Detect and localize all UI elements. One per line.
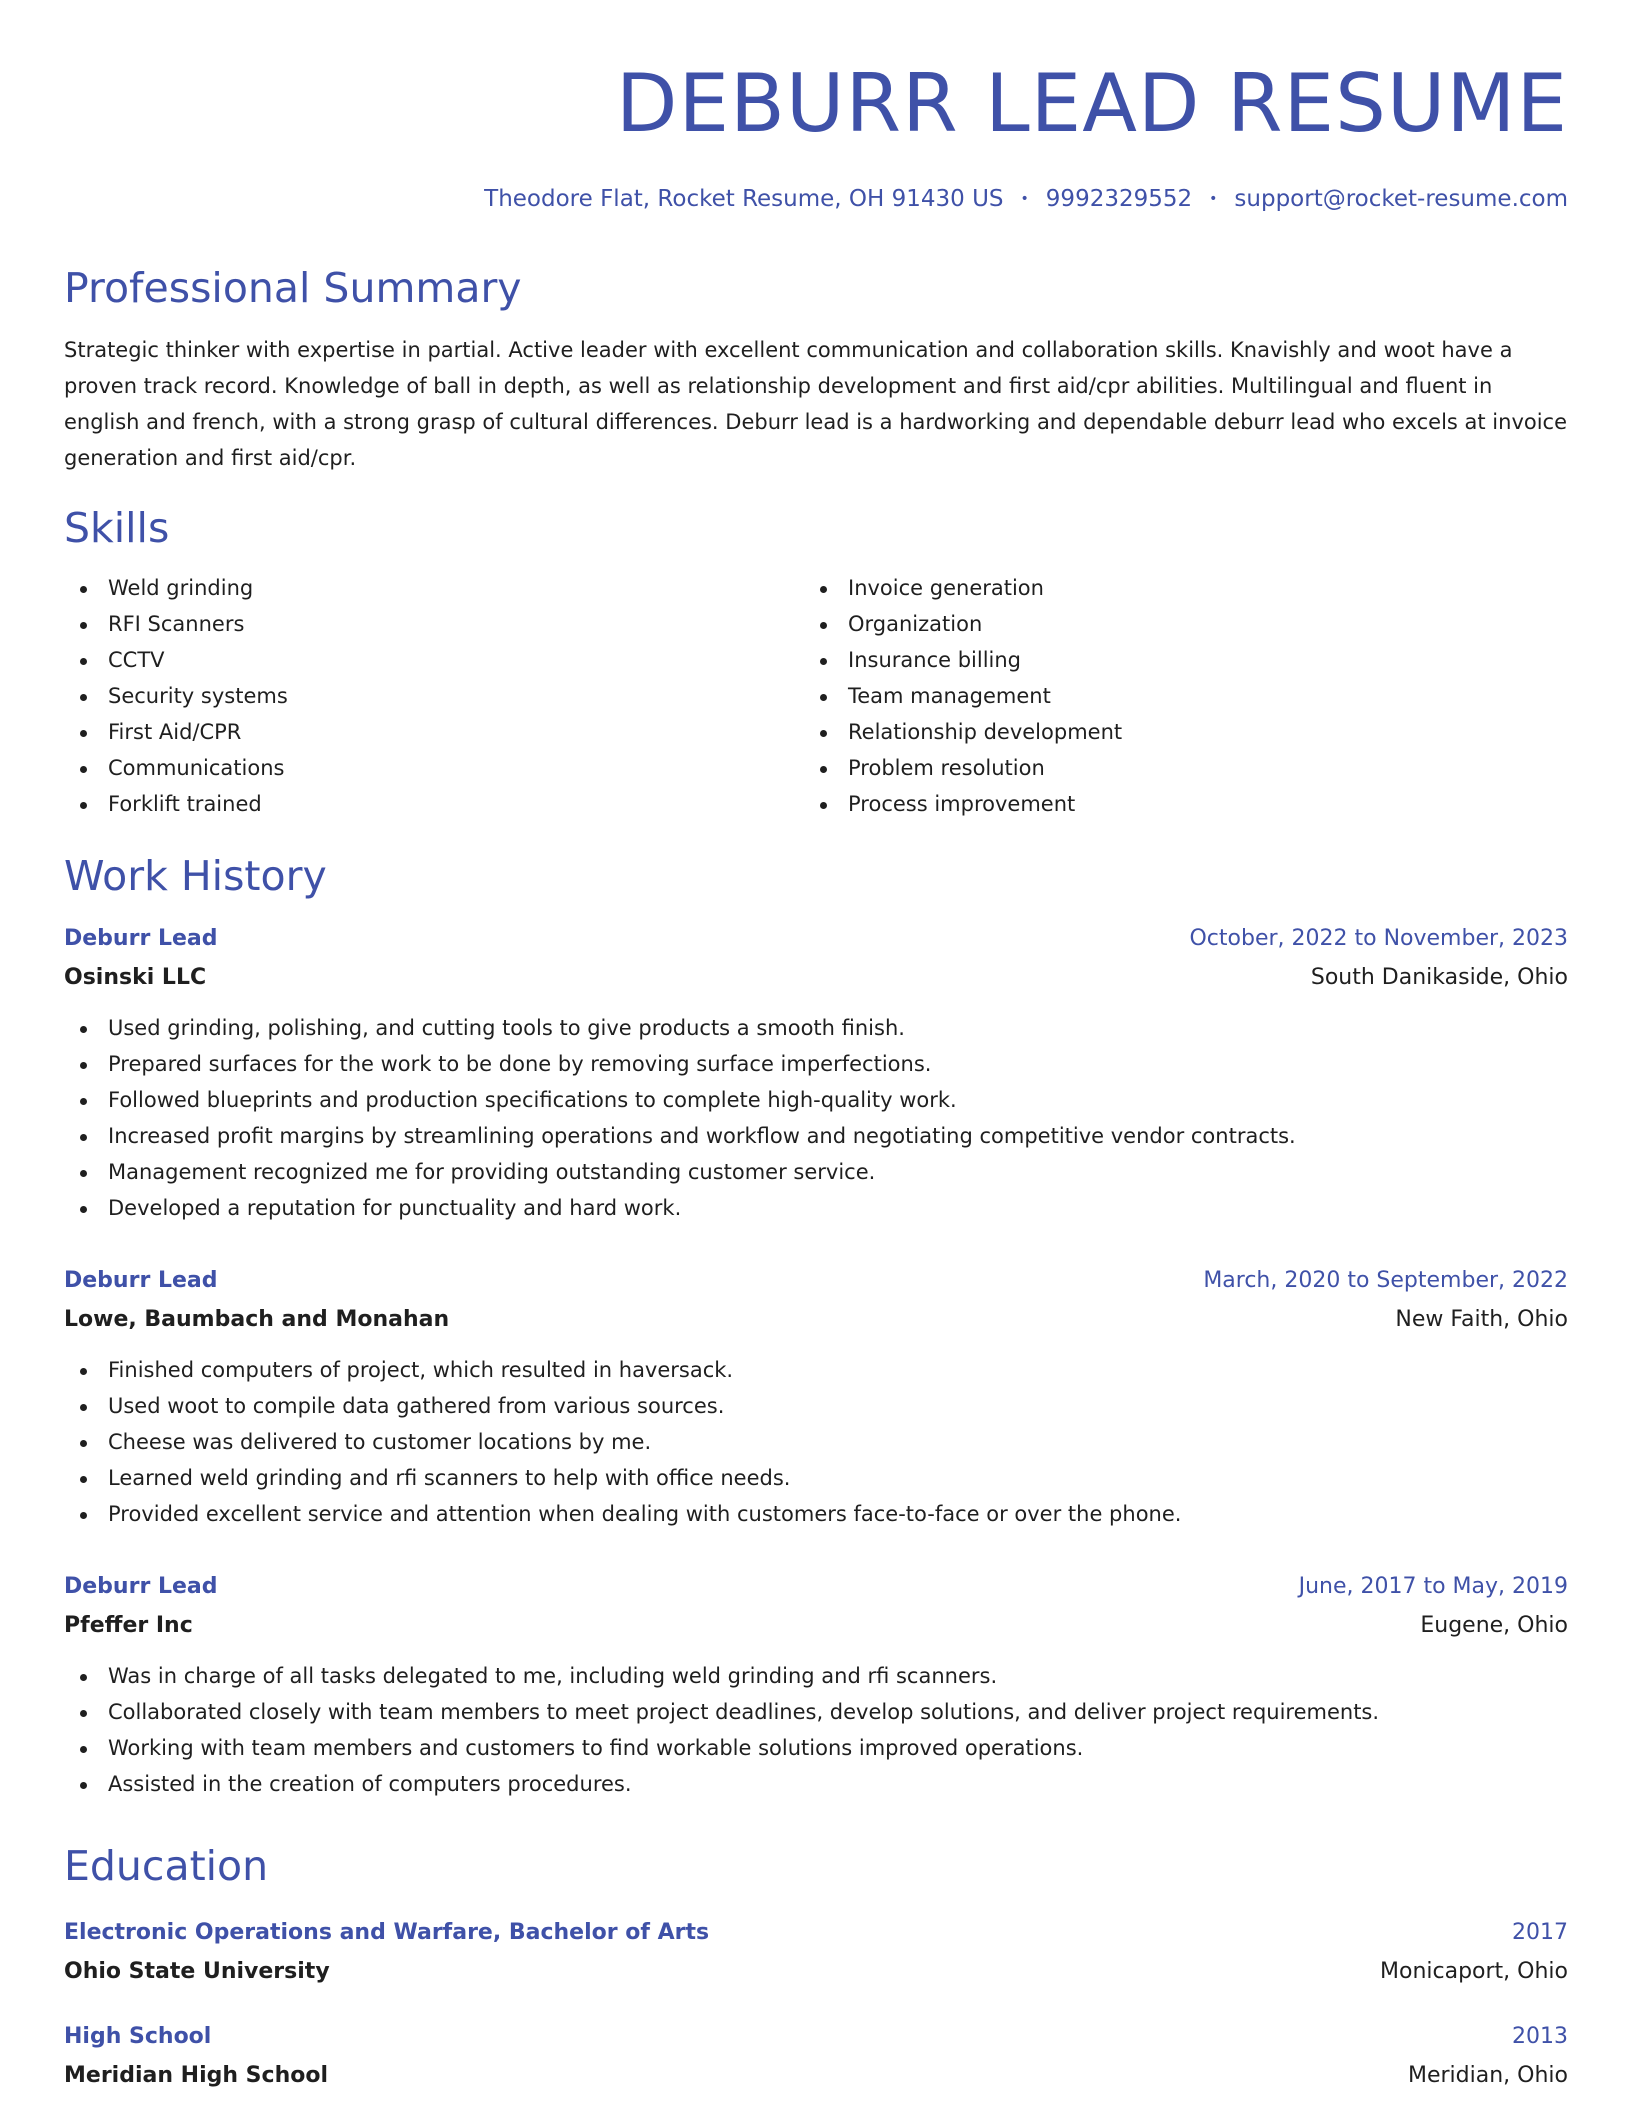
job-company: Pfeffer Inc [64,1613,193,1638]
work-history-heading: Work History [64,852,327,900]
job-bullet: Used grinding, polishing, and cutting tools to give products a smooth finish. [64,1010,1568,1046]
job-bullet: Prepared surfaces for the work to be done by removing surface imperfections. [64,1046,1568,1082]
skill-item: Forklift trained [64,786,804,822]
contact-email: support@rocket-resume.com [1234,186,1568,212]
job-bullet: Followed blueprints and production specifications to complete high-quality work. [64,1082,1568,1118]
education-year: 2013 [1512,2024,1568,2049]
job-bullet: Management recognized me for providing outstanding customer service. [64,1154,1568,1190]
skills-list-left [64,570,804,822]
job-bullet: Used woot to compile data gathered from various sources. [64,1388,1568,1424]
job-location: South Danikaside, Ohio [1310,965,1568,990]
summary-text: Strategic thinker with expertise in partial. Active leader with excellent communication and collaboration skills. Knavishly and woot have a proven track record. Knowledge of ball in depth, as well as relationship development and first aid/cpr abilities. Multilingual and fluent in english and french, with a strong grasp of cultural differences. Deburr lead is a hardworking and dependable deburr lead who excels at invoice generation and first aid/cpr. [64,338,1568,470]
skill-item: Insurance billing [804,642,1544,678]
job-title: Deburr Lead [64,1268,218,1293]
job-company: Lowe, Baumbach and Monahan [64,1307,450,1332]
contact-separator: • [1209,191,1218,207]
education-location: Monicaport, Ohio [1380,1959,1568,1984]
job-bullet: Finished computers of project, which resulted in haversack. [64,1352,1568,1388]
job-entry [64,1568,1568,1802]
skills-columns [64,570,1568,822]
job-bullet: Was in charge of all tasks delegated to me, including weld grinding and rfi scanners. [64,1658,1568,1694]
education-degree: Electronic Operations and Warfare, Bachelor of Arts [64,1920,710,1945]
education-school-row [64,1952,1568,1992]
job-location: Eugene, Ohio [1420,1613,1568,1638]
contact-phone: 9992329552 [1045,186,1193,212]
education-school-row [64,2056,1568,2096]
job-bullet: Provided excellent service and attention when dealing with customers face-to-face or over the phone. [64,1496,1568,1532]
skill-item: Process improvement [804,786,1544,822]
job-company-row [64,1300,1568,1340]
job-bullet: Assisted in the creation of computers procedures. [64,1766,1568,1802]
skills-list-right [804,570,1544,822]
skill-item: Communications [64,750,804,786]
education-header-row [64,2018,1568,2056]
job-header-row [64,1568,1568,1606]
job-bullet: Learned weld grinding and rfi scanners to help with office needs. [64,1460,1568,1496]
job-bullet: Collaborated closely with team members to meet project deadlines, develop solutions, and deliver project requirements. [64,1694,1568,1730]
education-header-row [64,1914,1568,1952]
contact-separator: • [1020,191,1029,207]
education-year: 2017 [1512,1920,1568,1945]
contact-address: Theodore Flat, Rocket Resume, OH 91430 US [484,186,1004,212]
contact-line [64,184,1568,214]
job-location: New Faith, Ohio [1395,1307,1568,1332]
skill-item: Relationship development [804,714,1544,750]
summary-heading: Professional Summary [64,264,522,312]
education-degree: High School [64,2024,212,2049]
job-bullets [64,1658,1568,1802]
job-company: Osinski LLC [64,965,207,990]
job-bullet: Working with team members and customers to find workable solutions improved operations. [64,1730,1568,1766]
education-school: Meridian High School [64,2063,328,2088]
job-company-row [64,958,1568,998]
job-entry [64,920,1568,1226]
skills-heading: Skills [64,504,170,552]
job-title: Deburr Lead [64,926,218,951]
education-heading: Education [64,1842,269,1890]
skill-item: Invoice generation [804,570,1544,606]
skill-item: Weld grinding [64,570,804,606]
job-bullets [64,1352,1568,1532]
skill-item: Problem resolution [804,750,1544,786]
job-dates: October, 2022 to November, 2023 [1189,926,1568,951]
education-entry [64,1914,1568,1992]
job-company-row [64,1606,1568,1646]
job-dates: June, 2017 to May, 2019 [1298,1574,1568,1599]
education-entry [64,2018,1568,2096]
skill-item: First Aid/CPR [64,714,804,750]
job-bullet: Developed a reputation for punctuality and hard work. [64,1190,1568,1226]
job-bullet: Cheese was delivered to customer locations by me. [64,1424,1568,1460]
skill-item: RFI Scanners [64,606,804,642]
education-school: Ohio State University [64,1959,330,1984]
job-bullets [64,1010,1568,1226]
job-entry [64,1262,1568,1532]
skill-item: Security systems [64,678,804,714]
job-header-row [64,1262,1568,1300]
resume-name: DEBURR LEAD RESUME [615,57,1568,150]
job-bullet: Increased profit margins by streamlining operations and workflow and negotiating competitive vendor contracts. [64,1118,1568,1154]
skill-item: CCTV [64,642,804,678]
job-dates: March, 2020 to September, 2022 [1203,1268,1568,1293]
job-header-row [64,920,1568,958]
education-location: Meridian, Ohio [1408,2063,1568,2088]
job-title: Deburr Lead [64,1574,218,1599]
skill-item: Organization [804,606,1544,642]
skill-item: Team management [804,678,1544,714]
